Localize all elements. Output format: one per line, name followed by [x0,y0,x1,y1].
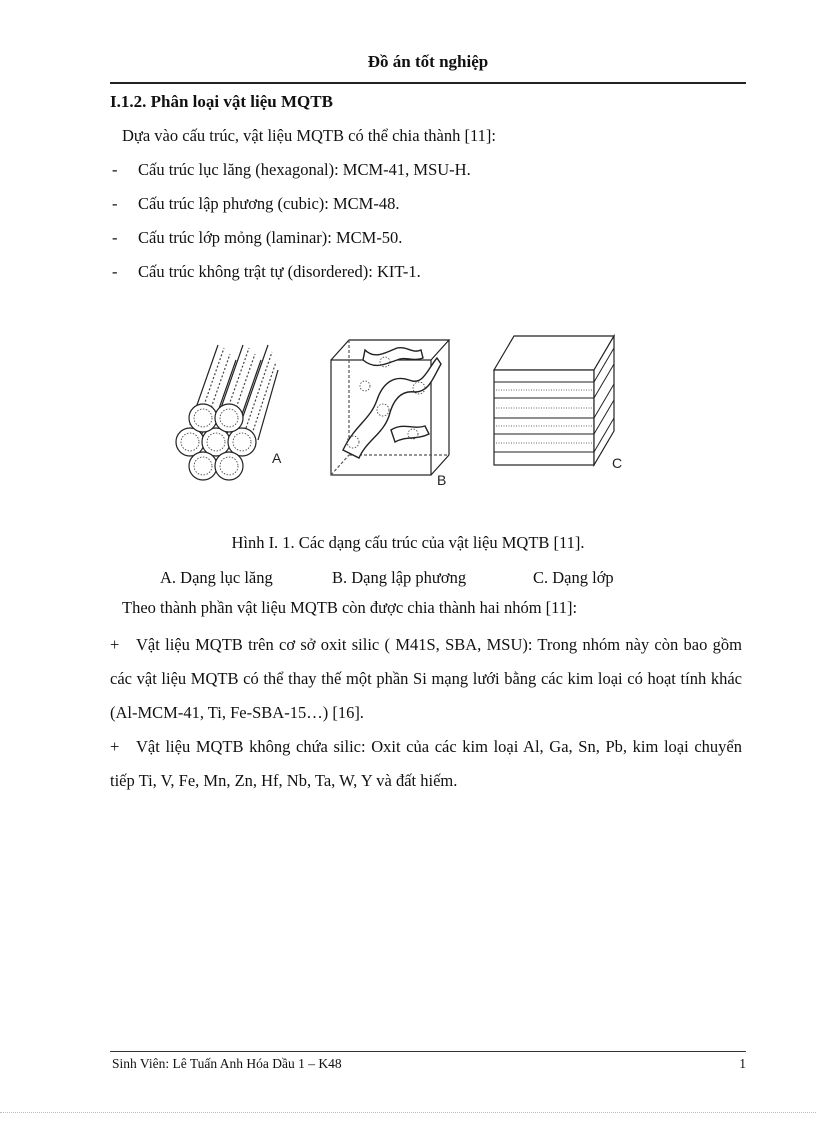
list-item-text: Cấu trúc lục lăng (hexagonal): MCM-41, MSU-H. [138,160,471,179]
list-item-text: Cấu trúc lớp mỏng (laminar): MCM-50. [138,228,403,247]
lamellar-structure-drawing [490,330,630,490]
list-item [112,194,471,228]
header-rule [110,82,746,84]
sub-caption-a: A. Dạng lục lăng [160,568,273,587]
intro-paragraph: Dựa vào cấu trúc, vật liệu MQTB có thể chia thành [11]: [122,126,496,145]
structure-list [112,160,471,296]
figure-label-c: C [612,455,623,471]
paragraph-text: Vật liệu MQTB trên cơ sở oxit silic ( M41S, SBA, MSU): Trong nhóm này còn bao gồm các vật liệu MQTB có thể thay thế một phần Si mạng lưới bằng các kim loại có hoạt tính khác (Al-MCM-41, Ti, Fe-SBA-15…) [16]. [110,635,742,722]
figure-caption: Hình I. 1. Các dạng cấu trúc của vật liệu MQTB [11]. [231,533,585,552]
paragraph-silica-based [110,628,742,730]
list-item [112,262,471,296]
structure-figure [160,330,623,490]
cubic-structure-drawing [325,330,455,490]
page-header-title: Đồ án tốt nghiệp [367,52,489,71]
figure-label-a: A [272,450,282,466]
plus-marker: + [110,737,120,756]
composition-intro: Theo thành phần vật liệu MQTB còn được chia thành hai nhóm [11]: [122,598,578,617]
page-number: 1 [739,1056,746,1071]
footer-author: Sinh Viên: Lê Tuấn Anh Hóa Dầu 1 – K48 [112,1056,342,1071]
bullet-dash: - [112,262,118,281]
bullet-dash: - [112,228,118,247]
sub-caption-c: C. Dạng lớp [533,568,614,587]
plus-marker: + [110,635,120,654]
paragraph-text: Vật liệu MQTB không chứa silic: Oxit của các kim loại Al, Ga, Sn, Pb, kim loại chuyển tiếp Ti, V, Fe, Mn, Zn, Hf, Nb, Ta, W, Y và đất hiếm. [110,737,742,790]
list-item-text: Cấu trúc không trật tự (disordered): KIT-1. [138,262,421,281]
list-item [112,228,471,262]
sub-caption-b: B. Dạng lập phương [332,568,467,587]
list-item [112,160,471,194]
paragraph-non-silica [110,730,742,798]
bullet-dash: - [112,160,118,179]
footer-rule [110,1051,746,1052]
figure-label-b: B [437,472,447,488]
list-item-text: Cấu trúc lập phương (cubic): MCM-48. [138,194,400,213]
section-heading: I.1.2. Phân loại vật liệu MQTB [110,92,333,111]
page-edge-dots [0,1112,816,1113]
hexagonal-structure-drawing [160,330,295,490]
bullet-dash: - [112,194,118,213]
